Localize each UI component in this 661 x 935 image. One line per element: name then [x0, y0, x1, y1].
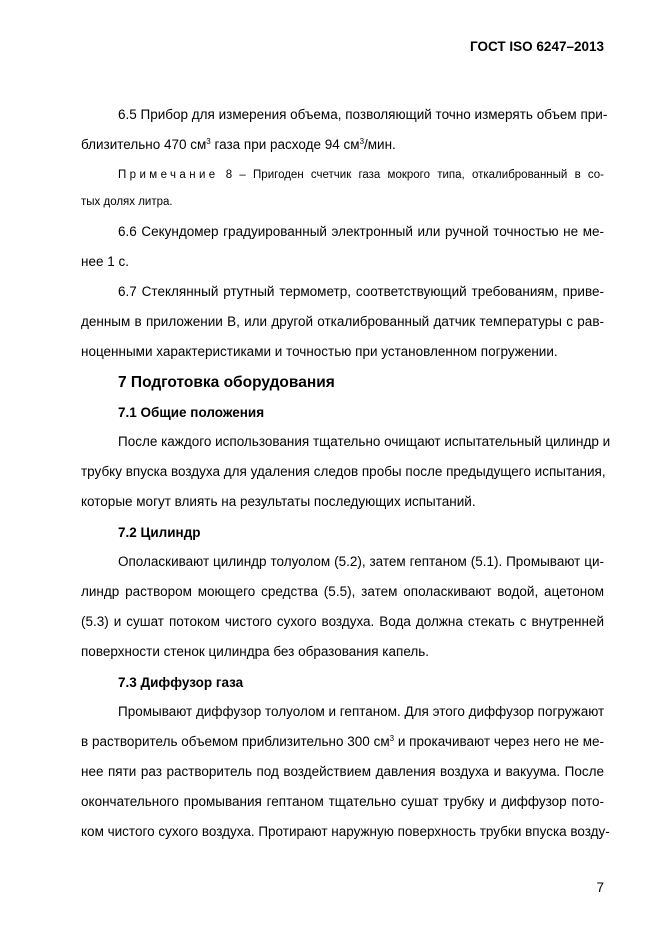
section-7-2-heading: 7.2 Цилиндр — [118, 525, 201, 540]
p66-line-2: нее 1 с. — [81, 254, 129, 269]
p67-line-2: денным в приложении В, или другой откалиброванный датчик температуры с рав- — [81, 314, 604, 329]
p66-line-1: 6.6 Секундомер градуированный электронный или ручной точностью не ме- — [118, 224, 604, 239]
note-8-line-1: Примечание 8 – Пригоден счетчик газа мокрого типа, откалиброванный в со- — [118, 169, 604, 181]
s72-line-3: (5.3) и сушат потоком чистого сухого воздуха. Вода должна стекать с внутренней — [81, 614, 604, 629]
s71-line-3: которые могут влиять на результаты последующих испытаний. — [81, 494, 476, 509]
section-7-3-heading: 7.3 Диффузор газа — [118, 675, 244, 690]
s72-line-4: поверхности стенок цилиндра без образования капель. — [81, 644, 430, 659]
s72-line-1: Ополаскивают цилиндр толуолом (5.2), затем гептаном (5.1). Промывают ци- — [118, 554, 604, 569]
s73-line-1: Промывают диффузор толуолом и гептаном. Для этого диффузор погружают — [118, 704, 605, 719]
s71-line-1: После каждого использования тщательно очищают испытательный цилиндр и — [118, 434, 611, 449]
s72-line-2: линдр раствором моющего средства (5.5), затем ополаскивают водой, ацетоном — [81, 584, 604, 599]
note-8-line-2: тых долях литра. — [81, 196, 173, 208]
p67-line-1: 6.7 Стеклянный ртутный термометр, соответствующий требованиям, приве- — [118, 284, 604, 299]
s73-line-3: нее пяти раз растворитель под воздействием давления воздуха и вакуума. После — [81, 764, 604, 779]
p67-line-3: ноценными характеристиками и точностью при установленном погружении. — [81, 344, 558, 359]
s71-line-2: трубку впуска воздуха для удаления следов пробы после предыдущего испытания, — [81, 464, 606, 479]
section-7-1-heading: 7.1 Общие положения — [118, 405, 265, 420]
s73-line-4: окончательного промывания гептаном тщательно сушат трубку и диффузор пото- — [81, 794, 604, 809]
s73-line-2: в растворитель объемом приблизительно 300 $см^3$ и прокачивают через него не ме- — [81, 734, 604, 749]
document-header: ГОСТ ISO 6247–2013 — [470, 39, 604, 54]
p65-line-2: близительно 470 $см^3$ газа при расходе 94 $см^3$/мин. — [81, 137, 396, 152]
section-7-heading: 7 Подготовка оборудования — [118, 374, 335, 391]
p65-line-1: 6.5 Прибор для измерения объема, позволяющий точно измерять объем при- — [118, 107, 608, 122]
s73-line-5: ком чистого сухого воздуха. Протирают наружную поверхность трубки впуска возду- — [81, 824, 610, 839]
page-number: 7 — [596, 880, 604, 895]
